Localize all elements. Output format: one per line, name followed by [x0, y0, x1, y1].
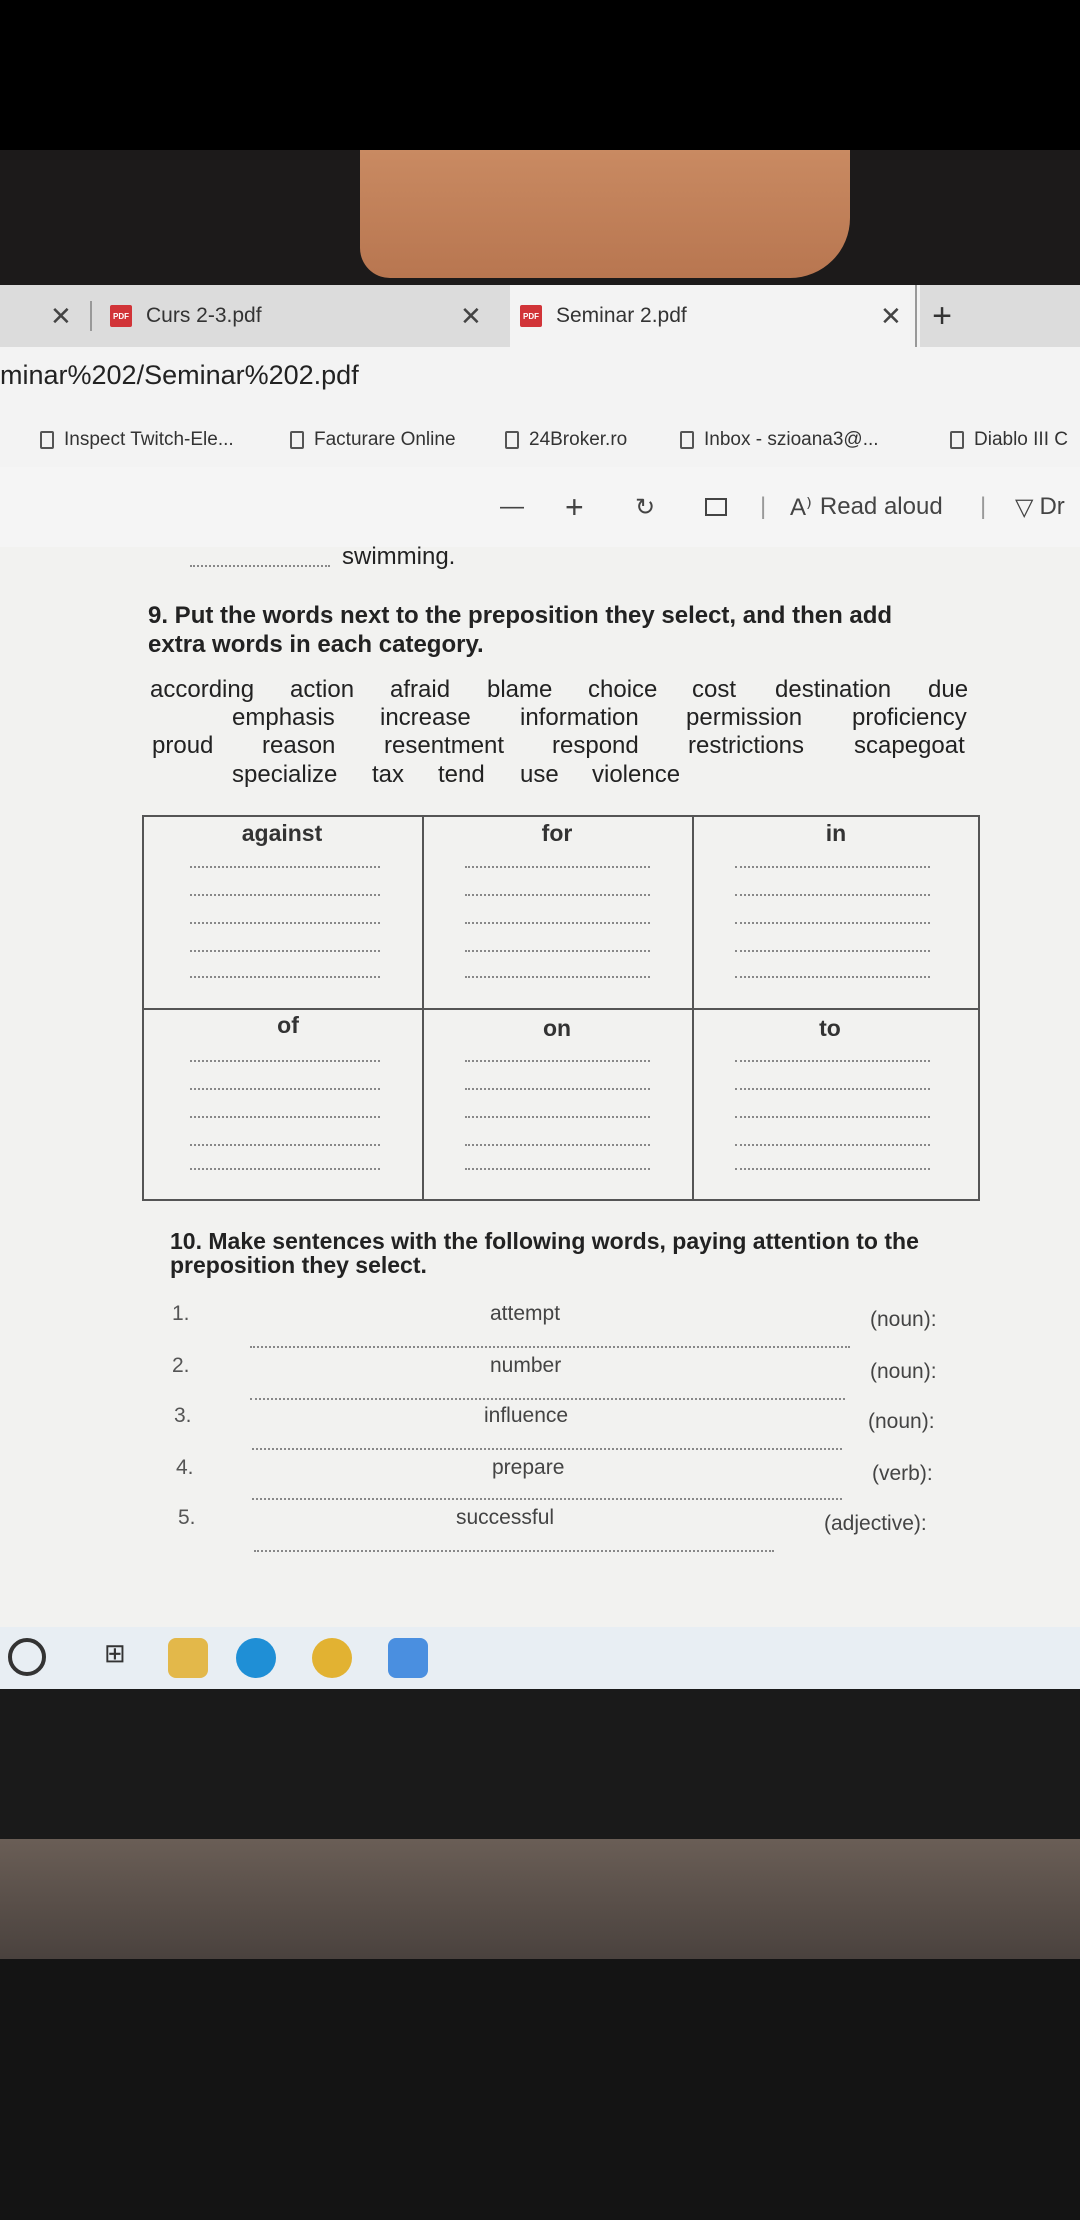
word: tax	[372, 761, 405, 788]
answer-line	[190, 894, 380, 896]
rotate-icon: ↻	[635, 493, 656, 521]
answer-line	[735, 1168, 930, 1170]
favorite-label: Inspect Twitch-Ele...	[64, 429, 234, 450]
answer-line	[465, 894, 650, 896]
answer-line	[465, 922, 650, 924]
favorite-label: 24Broker.ro	[529, 429, 628, 450]
read-aloud-icon: A⁾	[790, 493, 812, 521]
answer-line	[735, 1116, 930, 1118]
answer-line	[465, 976, 650, 978]
answer-line	[250, 1398, 845, 1400]
answer-line	[465, 866, 650, 868]
item-number: 5.	[178, 1506, 196, 1529]
favorite-label: Facturare Online	[314, 429, 456, 450]
answer-line	[465, 1116, 650, 1118]
zoom-in-button[interactable]: +	[565, 488, 584, 525]
category-of: of	[277, 1012, 299, 1038]
word: choice	[588, 676, 658, 703]
answer-line	[190, 1116, 380, 1118]
answer-line	[465, 1168, 650, 1170]
answer-line	[735, 950, 930, 952]
word: afraid	[390, 676, 451, 703]
draw-icon: ▽	[1015, 493, 1034, 521]
item-pos: (noun):	[870, 1360, 937, 1383]
zoom-out-button[interactable]: —	[500, 493, 524, 520]
item-word: influence	[484, 1404, 569, 1427]
table-divider	[142, 1008, 980, 1010]
taskbar	[0, 1627, 1080, 1689]
new-tab-button[interactable]	[915, 285, 967, 347]
word: destination	[775, 676, 892, 703]
word: proud	[152, 732, 214, 759]
rotate-button[interactable]	[635, 485, 655, 529]
page-icon	[680, 431, 694, 449]
word: proficiency	[852, 704, 967, 731]
category-in: in	[825, 820, 847, 846]
item-pos: (verb):	[872, 1462, 933, 1485]
edge-icon[interactable]	[236, 1638, 276, 1678]
read-aloud-label: Read aloud	[819, 493, 943, 520]
word: restrictions	[688, 732, 805, 759]
answer-line	[190, 976, 380, 978]
answer-line	[465, 950, 650, 952]
word: emphasis	[232, 704, 335, 731]
zoom-app-icon[interactable]	[388, 1638, 428, 1678]
favorite-24broker[interactable]	[505, 413, 627, 467]
answer-line	[735, 866, 930, 868]
task-view-icon[interactable]: ⊞	[104, 1638, 126, 1668]
item-number: 3.	[174, 1404, 192, 1427]
item-number: 2.	[172, 1354, 190, 1377]
word: scapegoat	[854, 732, 965, 759]
answer-line	[190, 1060, 380, 1062]
word: information	[520, 704, 639, 731]
toolbar-divider: |	[980, 493, 987, 520]
answer-line	[735, 976, 930, 978]
answer-line	[465, 1088, 650, 1090]
ex10-title-line1: 10. Make sentences with the following words, paying attention to the	[170, 1228, 919, 1254]
word: action	[290, 676, 355, 703]
answer-line	[465, 1144, 650, 1146]
chrome-icon[interactable]	[312, 1638, 352, 1678]
category-to: to	[819, 1015, 841, 1041]
ex10-title-line2: preposition they select.	[170, 1252, 427, 1278]
read-aloud-button[interactable]	[790, 485, 943, 529]
word: cost	[692, 676, 737, 703]
answer-line	[465, 1060, 650, 1062]
laptop-body	[0, 1839, 1080, 1959]
word: blame	[487, 676, 553, 703]
close-icon[interactable]: ✕	[460, 300, 482, 331]
favorite-label: Diablo III C	[974, 429, 1068, 450]
word: respond	[552, 732, 639, 759]
item-number: 4.	[176, 1456, 194, 1479]
search-circle-icon[interactable]	[8, 1638, 46, 1676]
pdf-icon: PDF	[110, 305, 132, 327]
category-on: on	[542, 1015, 572, 1041]
pdf-icon: PDF	[520, 305, 542, 327]
page-icon	[290, 431, 304, 449]
item-word: attempt	[490, 1302, 561, 1325]
answer-line	[735, 922, 930, 924]
word: specialize	[232, 761, 338, 788]
answer-line	[254, 1550, 774, 1552]
file-explorer-icon[interactable]	[168, 1638, 208, 1678]
favorite-inspect[interactable]	[40, 413, 234, 467]
item-word: number	[490, 1354, 562, 1377]
word: tend	[438, 761, 485, 788]
toolbar-divider: |	[760, 493, 767, 520]
answer-line	[735, 1144, 930, 1146]
fit-width-icon	[705, 498, 727, 516]
favorite-inbox[interactable]	[680, 413, 879, 467]
answer-line	[735, 894, 930, 896]
word: violence	[592, 761, 681, 788]
tab-label: Curs 2-3.pdf	[146, 304, 262, 327]
tape-strip	[360, 150, 850, 278]
answer-line	[252, 1448, 842, 1450]
monitor-bottom-bezel	[0, 1689, 1080, 1839]
fit-page-button[interactable]	[705, 485, 727, 529]
close-icon[interactable]: ✕	[50, 300, 72, 331]
item-pos: (noun):	[868, 1410, 935, 1433]
answer-line	[252, 1498, 842, 1500]
item-pos: (noun):	[870, 1308, 937, 1331]
tab-divider	[90, 301, 92, 331]
tab-bar	[0, 285, 1080, 347]
word: due	[928, 676, 969, 703]
url-text[interactable]: minar%202/Seminar%202.pdf	[0, 360, 359, 390]
answer-line	[190, 565, 330, 567]
tab-seminar[interactable]	[510, 285, 920, 347]
answer-line	[190, 1144, 380, 1146]
draw-button[interactable]	[1015, 485, 1065, 529]
item-number: 1.	[172, 1302, 190, 1325]
favorite-label: Inbox - szioana3@...	[704, 429, 879, 450]
page-icon	[950, 431, 964, 449]
ex9-title-line1: 9. Put the words next to the preposition they select, and then add	[148, 602, 893, 629]
answer-line	[735, 1088, 930, 1090]
word: use	[520, 761, 559, 788]
favorite-diablo[interactable]	[950, 413, 1068, 467]
category-against: against	[241, 820, 323, 846]
category-for: for	[541, 820, 573, 846]
tab-curs[interactable]	[90, 285, 510, 347]
answer-line	[190, 866, 380, 868]
word: increase	[380, 704, 471, 731]
tab-close-prev[interactable]	[50, 285, 72, 347]
answer-line	[190, 1168, 380, 1170]
photo-top	[0, 0, 1080, 150]
word: reason	[262, 732, 336, 759]
ex9-title-line2: extra words in each category.	[148, 631, 484, 658]
word: according	[150, 676, 255, 703]
answer-line	[190, 1088, 380, 1090]
prev-line-tail: swimming.	[342, 543, 456, 570]
plus-icon: +	[932, 296, 952, 335]
photo-bottom	[0, 1959, 1080, 2220]
page-icon	[40, 431, 54, 449]
answer-line	[735, 1060, 930, 1062]
tab-label: Seminar 2.pdf	[556, 304, 687, 327]
item-word: successful	[456, 1506, 555, 1529]
page-icon	[505, 431, 519, 449]
item-pos: (adjective):	[824, 1512, 927, 1535]
answer-line	[190, 922, 380, 924]
draw-label: Dr	[1039, 493, 1065, 520]
close-icon[interactable]: ✕	[880, 300, 902, 331]
word: resentment	[384, 732, 505, 759]
answer-line	[190, 950, 380, 952]
word: permission	[686, 704, 803, 731]
favorite-facturare[interactable]	[290, 413, 456, 467]
answer-line	[250, 1346, 850, 1348]
item-word: prepare	[492, 1456, 565, 1479]
